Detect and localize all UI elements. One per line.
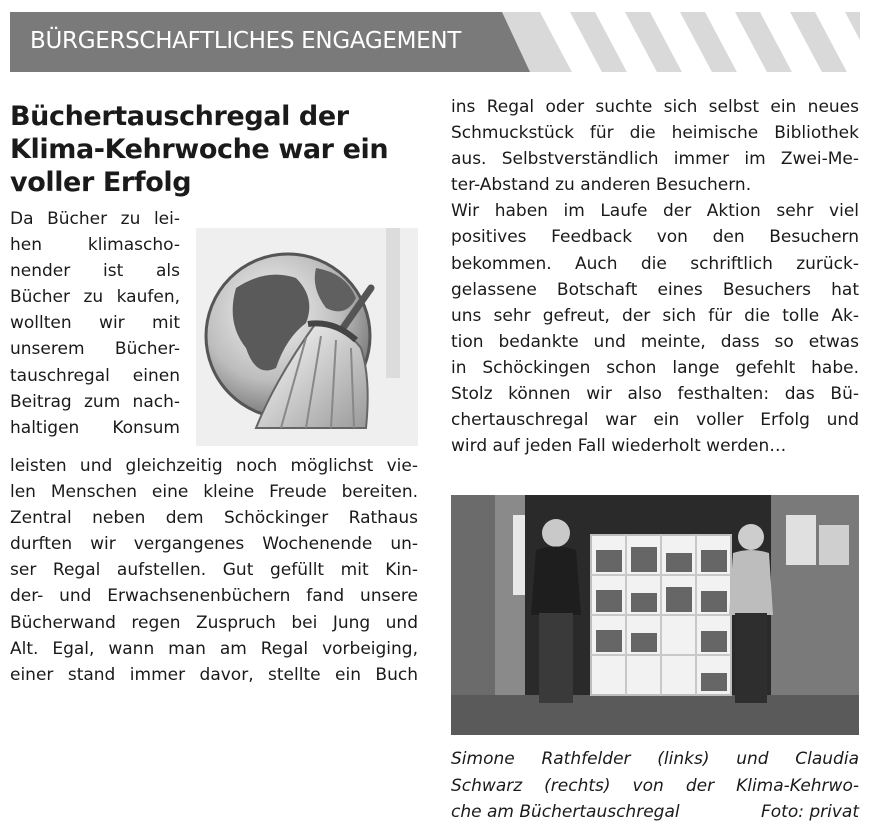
globe-broom-illustration	[196, 228, 418, 446]
text-line: chertauschregal war ein voller Erfolg und	[451, 410, 859, 431]
article-body-left	[10, 453, 418, 688]
text-line: hen klimascho-	[10, 235, 180, 256]
text-line: leisten und gleichzeitig noch möglichst vie-	[10, 456, 418, 476]
section-title: BÜRGERSCHAFTLICHES ENGAGEMENT	[30, 28, 462, 54]
text-line: ins Regal oder suchte sich selbst ein neues	[451, 97, 859, 117]
text-line: tauschregal einen	[10, 365, 180, 386]
text-line: tion bedankte und meinte, dass so etwas	[451, 331, 859, 352]
text-line: ter-Abstand zu anderen Besuchern.	[451, 175, 752, 196]
text-line: gelassene Botschaft eines Besuchers hat	[451, 279, 859, 300]
article-intro-text	[10, 206, 180, 441]
bookshelf-photo-image	[451, 495, 859, 735]
text-line: haltigen Konsum	[10, 417, 180, 438]
text-line: Wir haben im Laufe der Aktion sehr viel	[451, 201, 859, 222]
caption-line: Simone Rathfelder (links) und Claudia	[451, 749, 859, 769]
text-line: der- und Erwachsenenbüchern fand unsere	[10, 586, 418, 607]
bookshelf-photo	[451, 495, 859, 735]
text-line: Schmuckstück für die heimische Bibliothek	[451, 123, 859, 144]
banner-stripe	[650, 12, 712, 72]
photo-credit: Foto: privat	[760, 802, 859, 822]
banner-stripe	[815, 12, 870, 72]
text-line: durften wir vergangenes Wochenende un-	[10, 534, 418, 555]
text-line: Bücher zu kaufen,	[10, 287, 180, 308]
photo-caption	[451, 746, 859, 826]
banner-stripe	[595, 12, 657, 72]
text-line: Beitrag zum nach-	[10, 391, 180, 412]
article-body-right	[451, 94, 859, 459]
caption-line: Schwarz (rechts) von der Klima-Kehrwo-	[451, 775, 859, 796]
text-line: einer stand immer davor, stellte ein Buch	[10, 664, 418, 685]
text-line: len Menschen eine kleine Freude bereiten.	[10, 482, 418, 503]
globe-broom-icon	[196, 228, 418, 446]
text-line: wird auf jeden Fall wiederholt werden…	[451, 436, 787, 457]
headline-line: Büchertauschregal der	[10, 101, 349, 132]
banner-stripe	[760, 12, 822, 72]
text-line: Stolz können wir also festhalten: das Bü-	[451, 384, 859, 405]
headline-line: Klima-Kehrwoche war ein	[10, 134, 389, 165]
section-banner	[10, 12, 860, 72]
text-line: bekommen. Auch die schriftlich zurück-	[451, 253, 859, 274]
text-line: unserem Bücher-	[10, 339, 180, 360]
text-line: ser Regal aufstellen. Gut gefüllt mit Kin-	[10, 560, 418, 581]
headline-line: voller Erfolg	[10, 167, 192, 198]
article-headline	[10, 100, 430, 199]
text-line: Alt. Egal, wann man am Regal vorbeiging,	[10, 638, 418, 659]
caption-last-line	[451, 799, 859, 826]
banner-stripe	[540, 12, 602, 72]
text-line: aus. Selbstverständlich immer im Zwei-Me-	[451, 149, 859, 170]
text-line: nender ist als	[10, 261, 180, 282]
text-line: wollten wir mit	[10, 313, 180, 334]
banner-stripe	[705, 12, 767, 72]
text-line: uns sehr gefreut, der sich für die tolle Ak-	[451, 305, 859, 326]
text-line: positives Feedback von den Besuchern	[451, 227, 859, 248]
text-line: Zentral neben dem Schöckinger Rathaus	[10, 508, 418, 529]
text-line: Bücherwand regen Zuspruch bei Jung und	[10, 612, 418, 633]
text-line: in Schöckingen schon lange gefehlt habe.	[451, 357, 859, 378]
caption-line: che am Büchertauschregal	[451, 802, 680, 822]
text-line: Da Bücher zu lei-	[10, 209, 180, 229]
